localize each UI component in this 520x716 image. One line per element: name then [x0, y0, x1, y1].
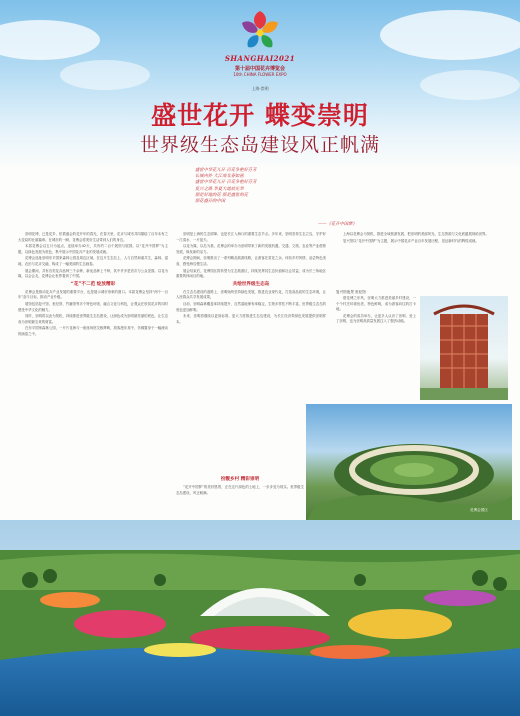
- paragraph: “花开中国梦”的美好愿景，正在这片绿色的土地上，一步步变为现实。世界级生态岛建设，风正帆满。: [176, 485, 304, 495]
- page-title: 盛世花开 蝶变崇明: [151, 101, 369, 130]
- logo-chinese-text: 第十届中国花卉博览会: [234, 66, 285, 72]
- expo-panorama-photo: [0, 520, 520, 716]
- page-subtitle: 世界级生态岛建设风正帆满: [139, 134, 380, 156]
- pavilion-aerial-icon: [306, 404, 512, 522]
- article-column-3-mid: [336, 296, 416, 402]
- paragraph: 借花博之东风，崇明大力推进美丽乡村建设，一个个村庄环境优美、特色鲜明，成为游客向往的打卡地。: [336, 296, 416, 312]
- poem-line: 那是好地的花 那是盛世的花: [195, 192, 248, 198]
- article-column-3-top: [336, 232, 502, 292]
- article-column-1: [18, 232, 168, 522]
- paragraph: 未来，崇明将继续以更高标准、更大力度推进生态岛建设，为长江经济带绿色发展提供崇明样本。: [176, 314, 326, 324]
- paragraph: 花博会期间，崇明推出了一系列精品旅游线路，让游客在赏花之余，体验乡村风情，品尝特色美食，感受海岛慢生活。: [176, 256, 326, 266]
- poem-author: ——《花开中国梦》: [318, 222, 357, 227]
- section-heading: “花”不二范 绽放精彩: [70, 281, 116, 287]
- red-tower-icon: [420, 296, 508, 400]
- section-heading: 共绘世界级生态岛: [232, 281, 270, 287]
- logo-english-text: 10th CHINA FLOWER EXPO: [233, 72, 287, 77]
- paragraph: 上海以花博会为契机，推进全域旅游发展，把崇明的美丽风光、生态资源与文化底蕴展现给世界。: [343, 232, 489, 236]
- sponsor-label: 上海·崇明: [251, 86, 269, 91]
- pavilion-photo: [420, 296, 508, 400]
- paragraph: 展馆包括复兴馆、世纪馆、竹藤馆等多个特色场馆，融合文化与科技，让观众在欣赏花卉的同时感受中华文化的魅力。: [18, 301, 168, 312]
- poem-line: 盛世中华花儿开 百花争艳好芬芳: [195, 180, 257, 186]
- expo-logo: [204, 8, 316, 84]
- photo-caption: 复兴馆夜景 世纪馆: [336, 290, 366, 294]
- logo-main-text: SHANGHAI2021: [224, 54, 296, 63]
- paragraph: 以花为媒，以岛为基，花博会的举办为崇明带来了新的发展机遇。交通、文旅、农业等产业借势发展，焕发新的活力。: [176, 244, 326, 254]
- paragraph: 同时，崇明将以此为契机，持续推进世界级生态岛建设，让绿色成为崇明最亮丽的底色，让生态成为崇明最宝贵的财富。: [18, 314, 168, 324]
- poem-block: [195, 168, 365, 205]
- paragraph: 展会结束后，花博园区将转型为生态旅游区，持续发挥其生态价值和社会效益，成为长三角地区重要的休闲目的地。: [176, 268, 326, 279]
- paragraph: 花博会的成功举办，让更多人认识了崇明、爱上了崇明，也为崇明高质量发展注入了强劲动能。: [336, 313, 416, 324]
- paragraph: 崇明是上海的生态屏障，也是长江入海口的重要生态节点。多年来，崇明坚持生态立岛，守护好一江清水，一片蓝天。: [176, 232, 326, 242]
- paragraph: 复兴馆以“花开中国梦”为主题，展示中国花卉产业百年发展历程，见证新时代的辉煌成就。: [343, 238, 479, 243]
- poem-line: 那花盛开的中国: [195, 199, 226, 205]
- poem-line: 盛世中华花儿开 百花争艳好芬芳: [195, 168, 257, 173]
- flower-logo-icon: [233, 8, 287, 54]
- paragraph: 崇明花博，已是花乡，依着盛会的花开年的春光，在春天里，花卉与城市共同描绘了百年未有之大变局的壮丽篇章。在城市的一瞬，花博会将美好生活带到人们的身边。: [18, 232, 168, 242]
- section-heading: 扮靓乡村 精彩崇明: [220, 477, 260, 482]
- paragraph: 在生态岛建设的道路上，崇明始终坚持绿色发展，推进农业现代化，打造高品质的生态环境，让人民群众共享发展成果。: [176, 289, 326, 300]
- paragraph: 花博会选址崇明东平国家森林公园及周边区域，在这片生态岛上，人与自然和谐共生，森林、湿地、农田与花卉交融，构成了一幅美丽的生态画卷。: [18, 256, 168, 266]
- photo-caption: 花博会园区: [470, 508, 488, 512]
- poem-line: 长城内外 大江南北春如画: [195, 174, 244, 180]
- poem-line: 复兴之路 华夏大地放光华: [195, 186, 244, 192]
- paragraph: 目前，崇明森林覆盖率持续提升，自然湿地保有率稳定，生物多样性不断丰富，世界级生态岛的底色更加鲜明。: [176, 301, 326, 312]
- paragraph: 花博会是推动花卉产业发展的重要平台，也是展示城市形象的窗口。本届花博会坚持“两个一百年”奋斗目标，推动产业升级。: [18, 289, 168, 300]
- expo-aerial-icon: [0, 520, 520, 716]
- paragraph: 本届花博会以五月为起点，连续举办42天，共有约二百个展馆与展园。以“花开中国梦”为主题，以绿色发展为底色，集中展示中国花卉产业的发展成就。: [18, 244, 168, 254]
- paragraph: 在东平国家森林公园，一片片花海与一座座场馆交相辉映，游客漫步其中，仿佛置身于一幅流动的画卷之中。: [18, 326, 168, 336]
- paragraph: 展会期间，共有各类花卉品种三千余种，新优品种上千种，其中许多是首次与公众见面。以花为媒，以会会友，花博会让世界看到了中国。: [18, 268, 168, 279]
- circular-pavilion-photo: [306, 404, 512, 522]
- article-column-2-bottom: [176, 476, 304, 522]
